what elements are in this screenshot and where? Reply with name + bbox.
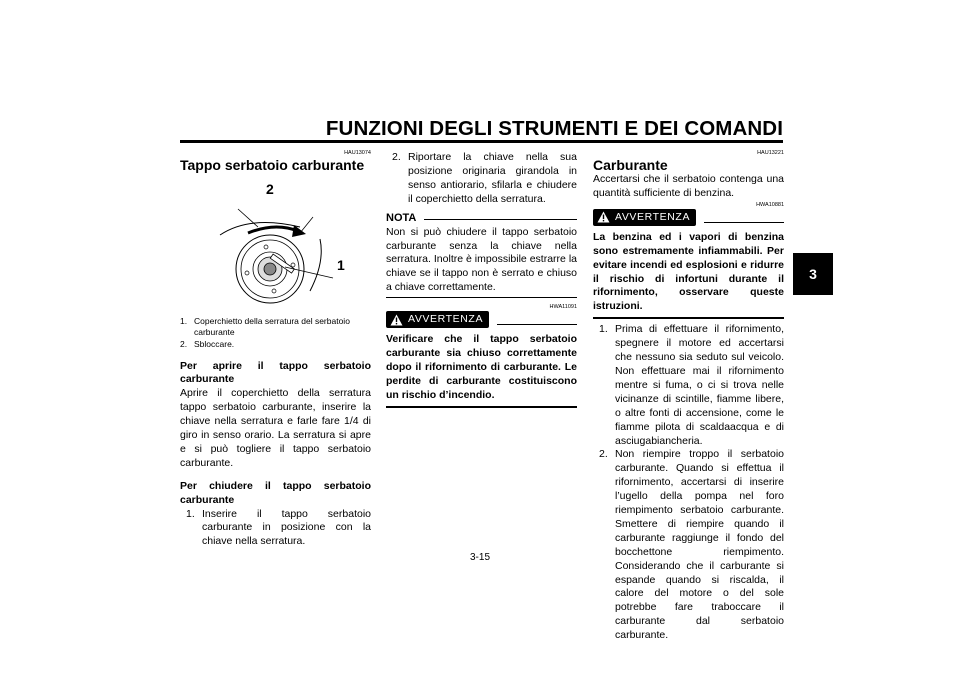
column-2 [386, 151, 577, 408]
figure-label-2: 2 [266, 181, 274, 197]
warning-badge [593, 209, 696, 226]
open-instructions [180, 360, 371, 471]
caption-item [180, 339, 371, 350]
page-header-title: FUNZIONI DEGLI STRUMENTI E DEI COMANDI [325, 117, 783, 140]
fuel-cap-illustration [180, 187, 371, 307]
warning-code: HWA10881 [756, 201, 784, 208]
section-title: Carburante [593, 157, 668, 173]
note-end-rule [386, 297, 577, 298]
warning-text: Verificare che il tappo serbatoio carburante sia chiuso correttamente dopo il rifornimento di carburante. Le perdite di carburante costituiscono un rischio d’incendio. [386, 333, 577, 401]
note-block [386, 212, 577, 299]
column-1 [180, 150, 371, 549]
caption-number: 1. [180, 316, 188, 326]
section-code: HAU13074 [344, 150, 371, 156]
list-text: Inserire il tappo serbatoio carburante in posizione con la chiave nella serratura. [202, 507, 371, 548]
warning-code: HWA11091 [549, 304, 577, 311]
note-label: NOTA [386, 211, 417, 224]
section-title: Tappo serbatoio carburante [180, 157, 365, 173]
list-number: 2. [392, 151, 401, 163]
list-number: 2. [599, 448, 608, 461]
caption-item [180, 316, 371, 337]
warning-block [593, 202, 784, 319]
caption-number: 2. [180, 339, 188, 349]
caption-text: Coperchietto della serratura del serbatoio carburante [194, 316, 350, 337]
warning-rule [497, 324, 577, 325]
figure-label-1: 1 [337, 257, 345, 273]
open-heading: Per aprire il tappo serbatoio carburante [180, 359, 371, 386]
warning-text: La benzina ed i vapori di benzina sono estremamente infiammabili. Per evitare incendi ed esplosioni e ridurre il rischio di infortuni durante il rifornimento, osservare queste istruzioni. [593, 230, 784, 313]
chapter-tab: 3 [793, 253, 833, 295]
list-item [180, 508, 371, 550]
warning-badge [386, 311, 489, 328]
list-text: Riportare la chiave nella sua posizione originaria girandola in senso antiorario, sfilarla e chiudere il coperchietto della serratura. [408, 151, 577, 205]
close-instructions [180, 480, 371, 550]
warning-label: AVVERTENZA [408, 313, 484, 326]
list-item [386, 151, 577, 207]
note-heading [386, 212, 577, 224]
intro-text: Accertarsi che il serbatoio contenga una quantità sufficiente di benzina. [593, 173, 784, 199]
list-item [593, 448, 784, 643]
header-rule [180, 140, 783, 143]
list-text: Prima di effettuare il rifornimento, spegnere il motore ed accertarsi che nessuno sia seduto sul veicolo. Non effettuare mai il rifornimento mentre si fuma, o ci si trova nelle vicinanze di scintille, fiamme libere, o altre fonti di accensione, come le fiamme pilota di scaldaacqua e di asciugabiancheria. [615, 323, 784, 447]
list-number: 1. [186, 507, 195, 520]
warning-end-rule [386, 406, 577, 408]
close-heading: Per chiudere il tappo serbatoio carburante [180, 479, 371, 506]
page-number: 3-15 [469, 552, 490, 563]
warning-block [386, 304, 577, 408]
fuel-cap-figure [180, 181, 371, 307]
note-text: Non si può chiudere il tappo serbatoio carburante senza la chiave nella serratura. Inoltre è impossibile estrarre la chiave se il tappo non è serrato e chiuso a chiave correttamente. [386, 225, 577, 294]
figure-captions [180, 316, 371, 350]
caption-text: Sbloccare. [194, 339, 235, 349]
list-text: Non riempire troppo il serbatoio carburante. Quando si effettua il rifornimento, accertarsi di inserire l’ugello della pompa nel foro riempimento serbatoio carburante. Smettere di riempire quando il carburante raggiunge il fondo del bocchettone riempimento. Considerando che il carburante si espande quando si riscalda, il calore del motore o del sole potrebbe fare traboccare il carburante dal serbatoio carburante. [615, 448, 784, 642]
warning-rule [704, 222, 784, 223]
warning-triangle-icon [597, 211, 610, 223]
column-3 [593, 150, 784, 643]
warning-triangle-icon [390, 314, 403, 326]
note-rule [424, 219, 577, 220]
warning-rule-bottom [593, 317, 784, 319]
warning-heading [386, 311, 577, 328]
fuel-steps [593, 323, 784, 643]
list-item [593, 323, 784, 448]
open-text: Aprire il coperchietto della serratura tappo serbatoio carburante, inserire la chiave nella serratura e farle fare 1/4 di giro in senso orario. La serratura si apre e si può togliere il tappo serbatoio carburante. [180, 387, 371, 469]
warning-label: AVVERTENZA [615, 210, 691, 223]
warning-heading [593, 209, 784, 226]
close-instructions-continued [386, 151, 577, 207]
section-code: HAU13221 [757, 150, 784, 156]
list-number: 1. [599, 323, 608, 336]
